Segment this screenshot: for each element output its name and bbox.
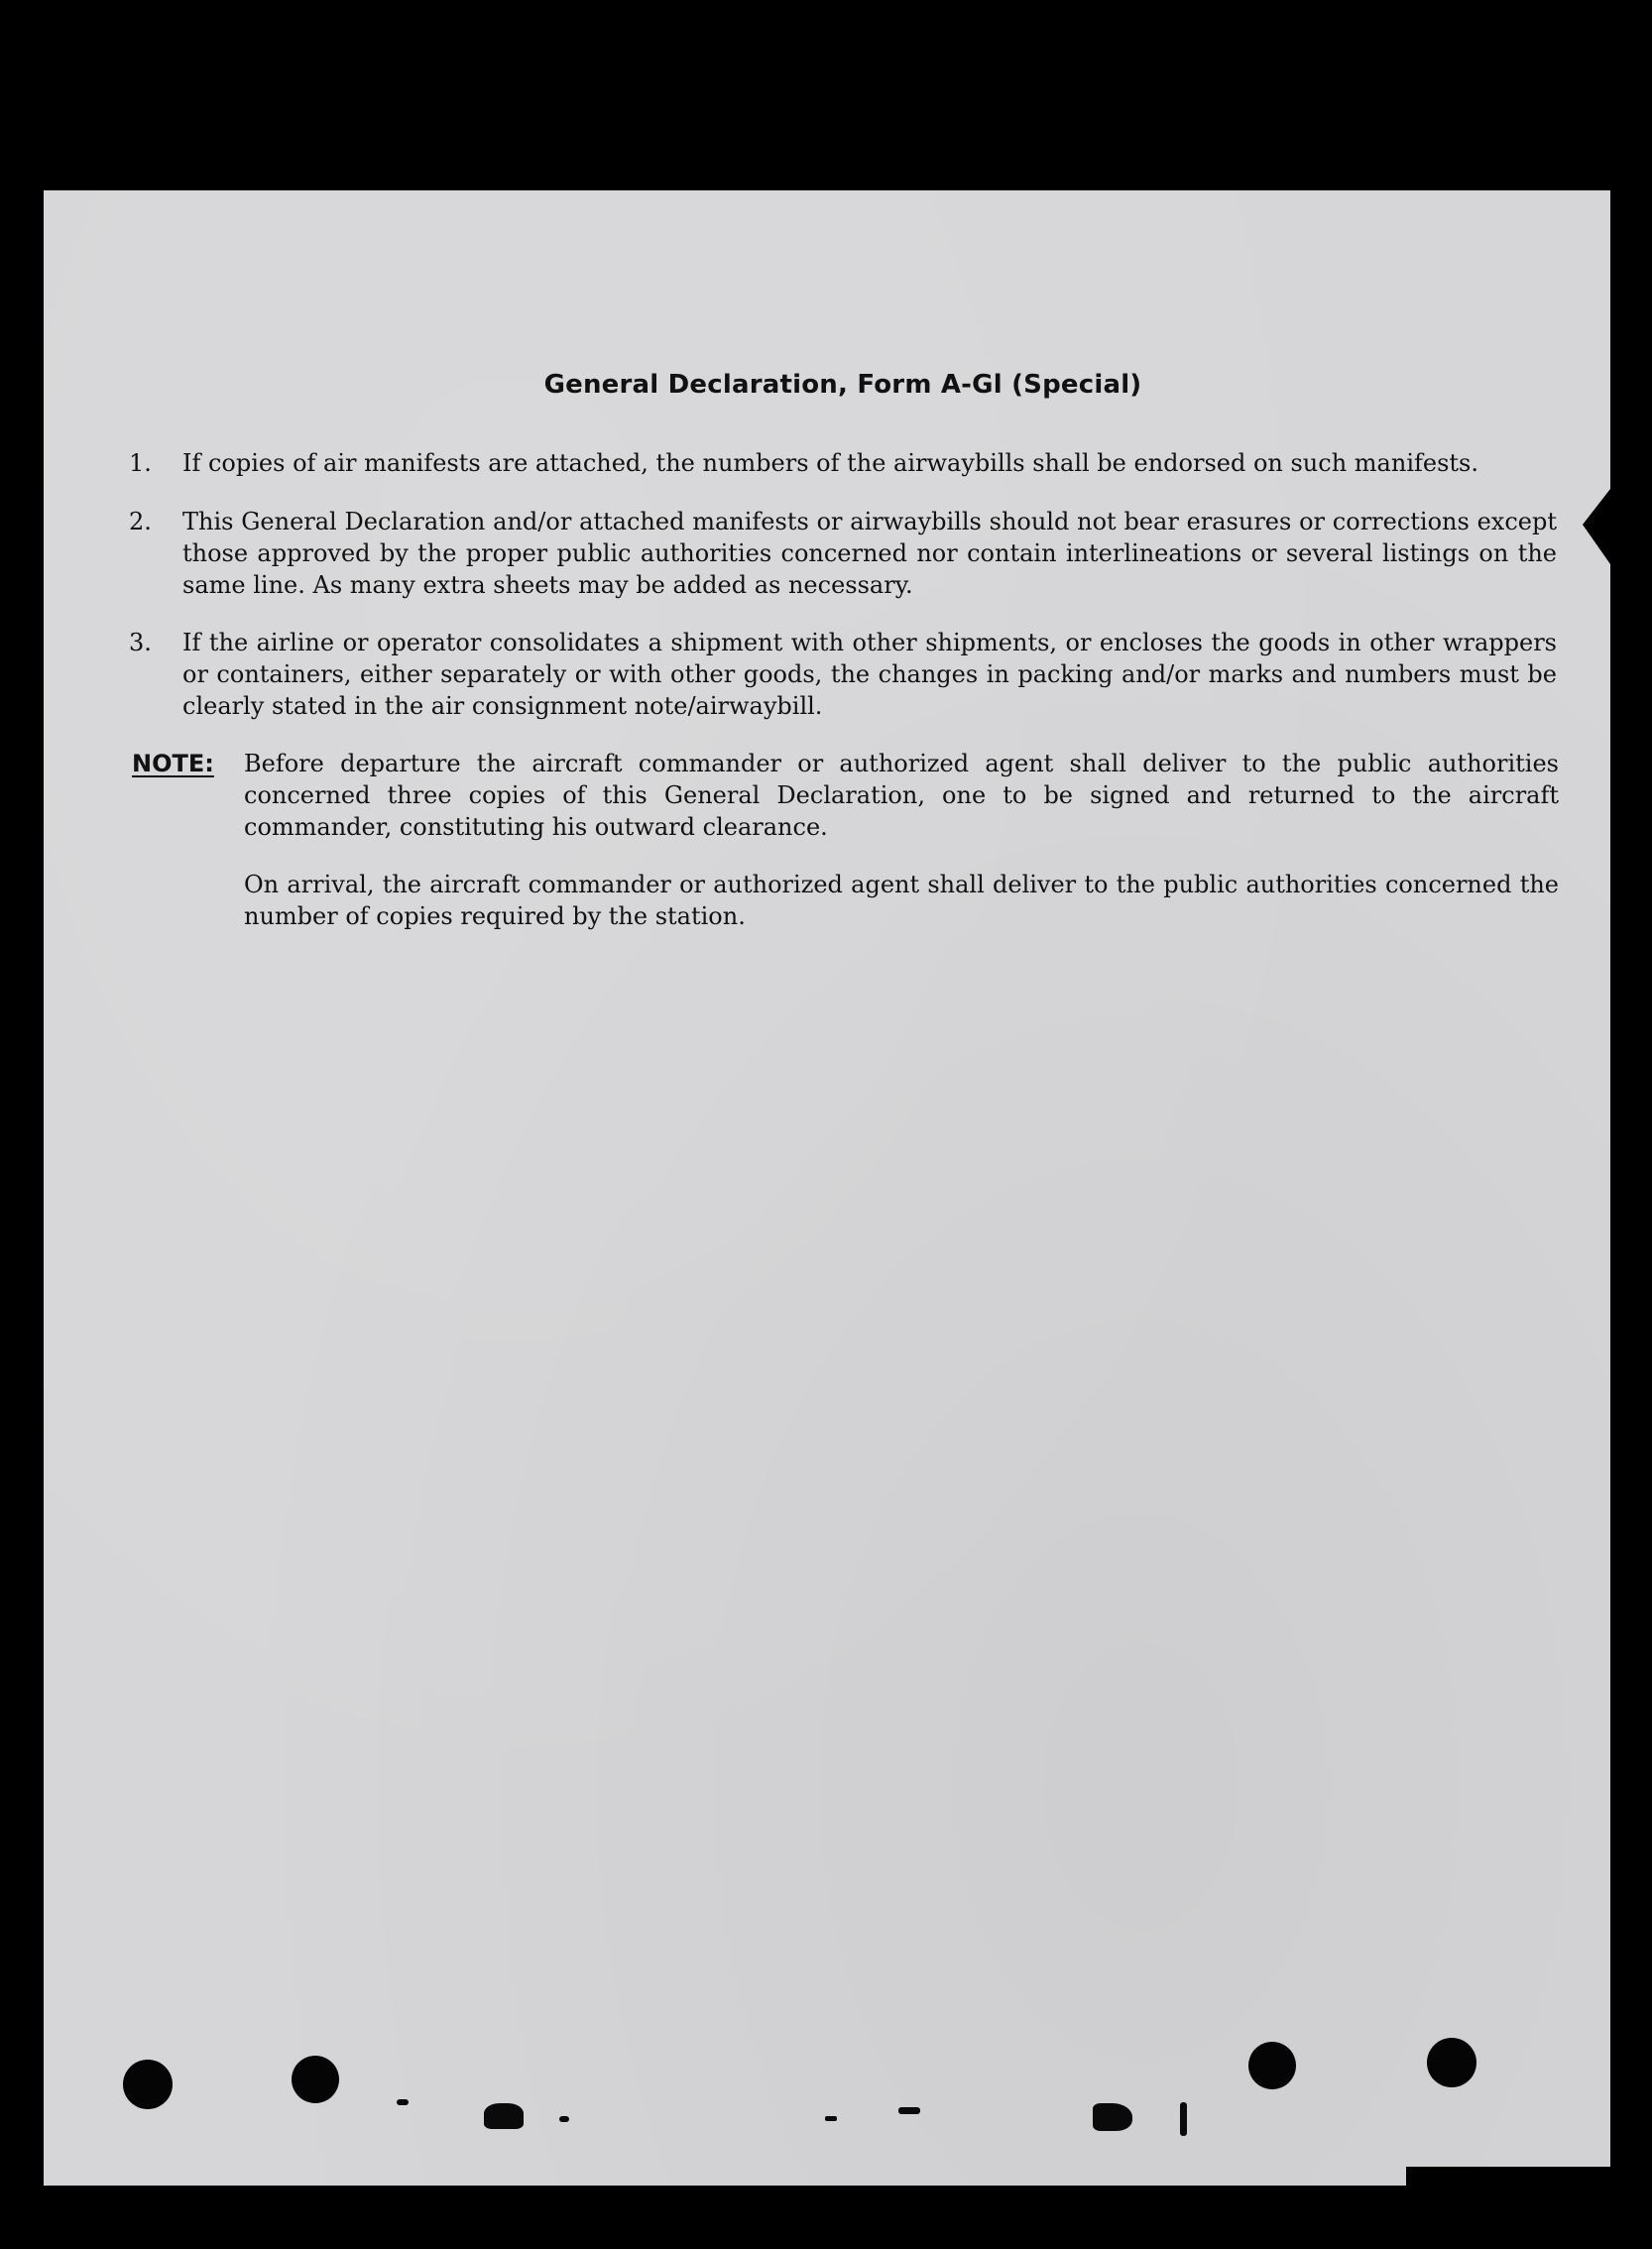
list-item-text: If copies of air manifests are attached, the numbers of the airwaybills shall be endorsed on such manifests.	[182, 449, 1478, 477]
document-title: General Declaration, Form A-Gl (Special)	[543, 370, 1142, 400]
list-item-number: 2.	[129, 508, 152, 535]
document-page	[44, 190, 1610, 2186]
punch-hole	[1427, 2038, 1476, 2087]
paper-notch	[1583, 489, 1610, 564]
scan-mark	[484, 2103, 524, 2129]
punch-hole	[292, 2056, 339, 2103]
scan-edge	[1406, 2167, 1610, 2190]
scan-mark	[559, 2116, 569, 2122]
scan-mark	[898, 2107, 920, 2114]
list-item-number: 3.	[129, 629, 152, 656]
note-paragraph-2: On arrival, the aircraft commander or authorized agent shall deliver to the public authorities concerned the number of copies required by the station.	[244, 871, 1559, 930]
punch-hole	[1248, 2042, 1296, 2089]
list-item-text: If the airline or operator consolidates a shipment with other shipments, or encloses the goods in other wrappers or containers, either separately or with other goods, the changes in packing and/or marks and numbers must be clearly stated in the air consignment note/airwaybill.	[182, 629, 1557, 720]
scan-mark	[1093, 2103, 1132, 2131]
scan-mark	[825, 2116, 837, 2121]
note-paragraph-1: Before departure the aircraft commander or authorized agent shall deliver to the public authorities concerned three copies of this General Declaration, one to be signed and returned to the aircraft commander, constituting his outward clearance.	[244, 750, 1559, 841]
list-item-text: This General Declaration and/or attached manifests or airwaybills should not bear erasures or corrections except those approved by the proper public authorities concerned nor contain interlineations or several listings on the same line. As many extra sheets may be added as necessary.	[182, 508, 1557, 599]
scan-mark	[1180, 2102, 1187, 2136]
note-label: NOTE:	[132, 750, 214, 777]
punch-hole	[123, 2060, 173, 2109]
list-item-number: 1.	[129, 449, 152, 477]
scan-mark	[397, 2099, 409, 2105]
